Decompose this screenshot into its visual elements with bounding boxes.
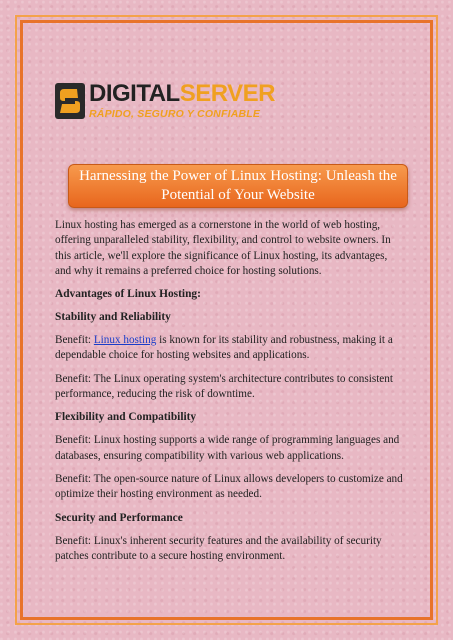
logo-name-part1: DIGITAL	[89, 80, 180, 107]
section-heading-stability: Stability and Reliability	[55, 311, 171, 324]
security-paragraph-1: Benefit: Linux's inherent security features and the availability of security patches contribute to a secure hosting environment.	[55, 534, 382, 562]
advantages-heading: Advantages of Linux Hosting:	[55, 288, 201, 301]
stability-suffix: is known for its stability and robustness, making it a dependable choice for hosting websites and applications.	[55, 334, 393, 362]
title-banner	[68, 164, 408, 208]
logo	[55, 75, 284, 127]
logo-tagline: RÁPIDO, SEGURO Y CONFIABLE	[89, 108, 261, 120]
logo-mark-icon	[55, 83, 85, 119]
logo-name-part2: SERVER	[179, 80, 275, 107]
intro-paragraph: Linux hosting has emerged as a cornerstone in the world of web hosting, offering unparalleled stability, flexibility, and control to website owners. In this article, we'll explore the significance of Linux hosting, its advantages, and why it remains a preferred choice for hosting solutions.	[55, 219, 391, 277]
article-body	[55, 218, 405, 572]
stability-paragraph-2: Benefit: The Linux operating system's architecture contributes to consistent performance, reducing the risk of downtime.	[55, 372, 393, 401]
stability-paragraph-1	[55, 333, 405, 364]
section-heading-security: Security and Performance	[55, 511, 183, 524]
stability-prefix: Benefit:	[55, 334, 94, 347]
flexibility-paragraph-1: Benefit: Linux hosting supports a wide range of programming languages and databases, ensuring compatibility with various web applications.	[55, 434, 400, 462]
section-heading-flexibility: Flexibility and Compatibility	[55, 411, 197, 424]
logo-name	[89, 82, 275, 106]
linux-hosting-link[interactable]: Linux hosting	[93, 334, 157, 347]
article-title: Harnessing the Power of Linux Hosting: Unleash the Potential of Your Website	[79, 168, 397, 203]
flexibility-paragraph-2: Benefit: The open-source nature of Linux allows developers to customize and optimize their hosting environment as needed.	[55, 472, 403, 501]
